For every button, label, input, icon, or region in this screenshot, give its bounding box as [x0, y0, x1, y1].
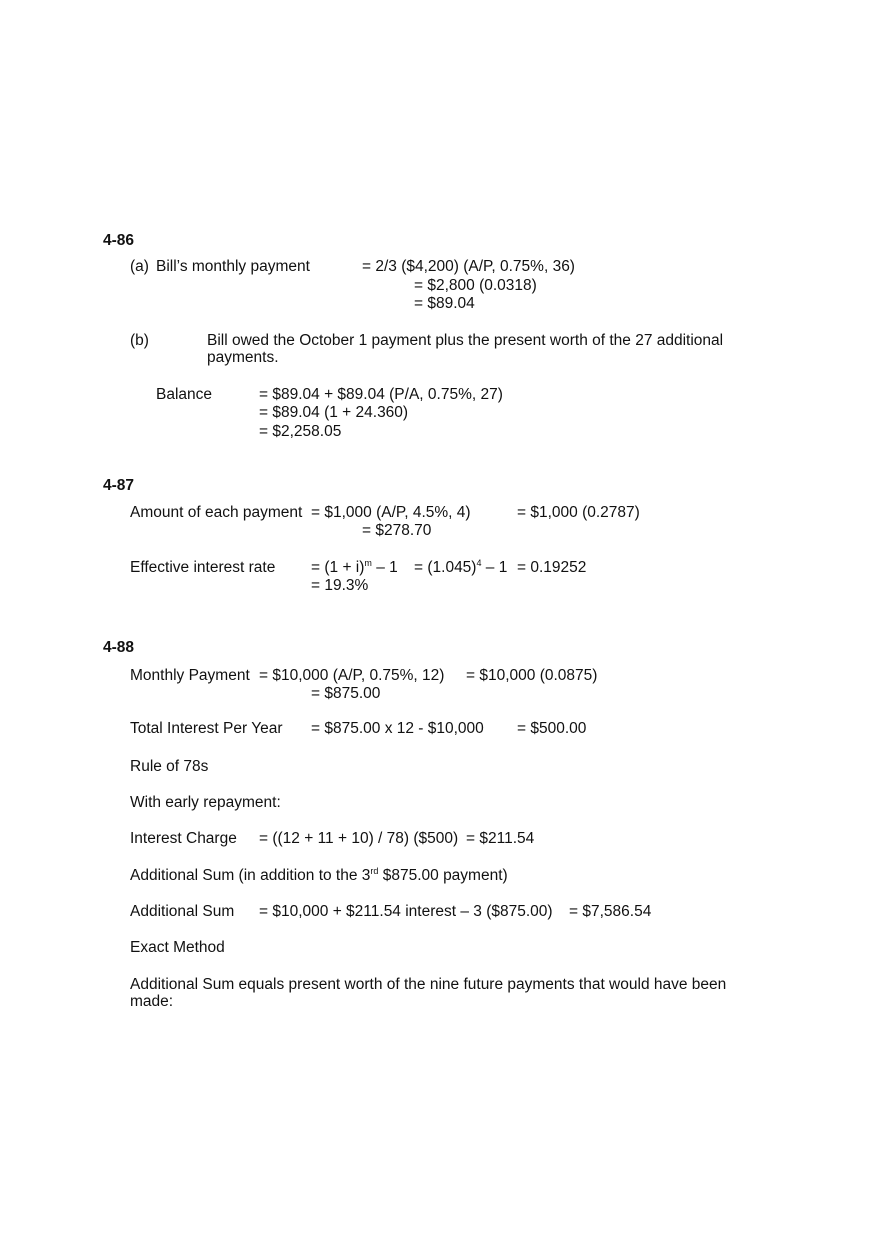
part-a-equation-line-3: = $89.04 [414, 295, 475, 312]
problem-number-4-88: 4-88 [103, 639, 135, 656]
amount-equation-2: = $1,000 (0.2787) [517, 504, 640, 521]
part-a-label: (a) [130, 258, 149, 275]
rule-of-78s-heading: Rule of 78s [130, 758, 209, 775]
balance-label: Balance [156, 386, 213, 403]
part-b-label: (b) [130, 332, 149, 349]
effective-rate-formula: = $(1 + i)^m - 1$ [311, 558, 398, 576]
interest-charge-label: Interest Charge [130, 830, 237, 847]
part-b-text-line-2: payments. [207, 349, 279, 366]
interest-charge-equation-1: = ((12 + 11 + 10) / 78) ($500) [259, 830, 459, 847]
part-b-text-line-1: Bill owed the October 1 payment plus the present worth of the 27 additional [207, 332, 724, 349]
amount-equation-1: = $1,000 (A/P, 4.5%, 4) [311, 504, 471, 521]
exact-method-heading: Exact Method [130, 939, 225, 956]
monthly-payment-equation-2: = $10,000 (0.0875) [466, 667, 598, 684]
effective-rate-label: Effective interest rate [130, 559, 276, 576]
interest-charge-equation-2: = $211.54 [466, 830, 535, 847]
part-a-equation-line-2: = $2,800 (0.0318) [414, 277, 537, 294]
part-a-equation-line-1: = 2/3 ($4,200) (A/P, 0.75%, 36) [362, 258, 575, 275]
effective-rate-decimal: = 0.19252 [517, 559, 587, 576]
balance-equation-line-2: = $89.04 (1 + 24.360) [259, 404, 409, 421]
effective-rate-substitution: = $(1.045)^4 - 1$ [414, 558, 508, 576]
problem-number-4-86: 4-86 [103, 232, 135, 249]
effective-rate-percent: = 19.3% [311, 577, 369, 594]
additional-sum-equation-1: = $10,000 + $211.54 interest – 3 ($875.00) [259, 903, 553, 920]
total-interest-equation-2: = $500.00 [517, 720, 587, 737]
total-interest-label: Total Interest Per Year [130, 720, 283, 737]
balance-equation-line-1: = $89.04 + $89.04 (P/A, 0.75%, 27) [259, 386, 503, 403]
monthly-payment-equation-1: = $10,000 (A/P, 0.75%, 12) [259, 667, 445, 684]
monthly-payment-equation-3: = $875.00 [311, 685, 381, 702]
exact-method-text-line-1: Additional Sum equals present worth of the nine future payments that would have been [130, 976, 727, 993]
monthly-payment-label: Monthly Payment [130, 667, 250, 684]
additional-sum-label: Additional Sum [130, 903, 235, 920]
exact-method-text-line-2: made: [130, 993, 174, 1010]
additional-sum-note: Additional Sum (in addition to the 3rd $875.00 payment) [130, 866, 508, 884]
total-interest-equation-1: = $875.00 x 12 - $10,000 [311, 720, 484, 737]
additional-sum-equation-2: = $7,586.54 [569, 903, 652, 920]
early-repayment-text: With early repayment: [130, 794, 281, 811]
part-a-description: Bill’s monthly payment [156, 258, 310, 275]
amount-equation-3: = $278.70 [362, 522, 432, 539]
balance-equation-line-3: = $2,258.05 [259, 423, 342, 440]
problem-number-4-87: 4-87 [103, 477, 135, 494]
amount-label: Amount of each payment [130, 504, 303, 521]
